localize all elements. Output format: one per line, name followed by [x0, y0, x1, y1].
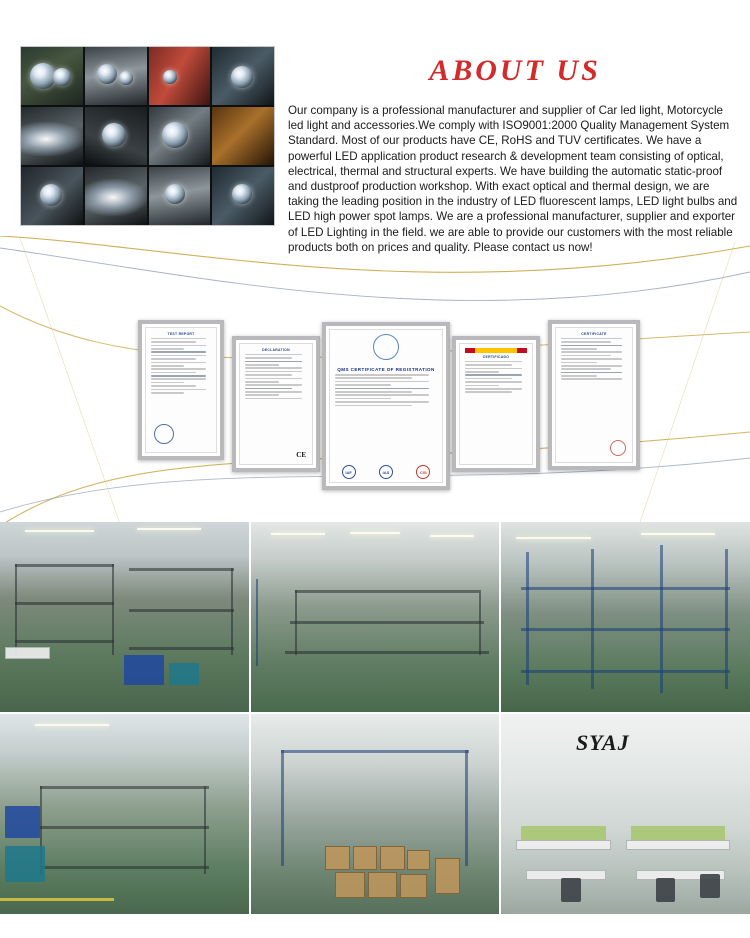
about-photo-collage [20, 46, 275, 226]
collage-grid [21, 47, 274, 225]
collage-cell [85, 47, 147, 105]
ce-mark-icon: CE [296, 451, 306, 459]
collage-cell [85, 107, 147, 165]
ias-badge-icon: IAS [379, 465, 393, 479]
spain-flag-icon [465, 348, 527, 353]
certificates-section [0, 300, 750, 518]
factory-gallery-row-1 [0, 522, 750, 712]
stamp-icon [154, 424, 174, 444]
csi-badge-icon: CSI [416, 465, 430, 479]
photo-office-area [501, 714, 750, 914]
collage-cell [149, 47, 211, 105]
collage-cell [149, 167, 211, 225]
accreditation-logos [330, 465, 442, 479]
certificate-header: TEST REPORT [167, 332, 195, 336]
certificate-item [452, 336, 540, 472]
certificate-item [138, 320, 224, 460]
certificate-title: QMS CERTIFICATE OF REGISTRATION [337, 367, 435, 372]
photo-aging-test-racks [501, 522, 750, 712]
collage-cell [212, 167, 274, 225]
certificate-header: DECLARATION [262, 348, 290, 352]
csi-seal-icon [610, 440, 626, 456]
company-logo: SYAJ [575, 730, 630, 755]
photo-workshop-trolley [0, 714, 249, 914]
certificate-item [232, 336, 320, 472]
collage-cell [85, 167, 147, 225]
certificate-header: CERTIFICADO [482, 355, 510, 359]
certificate-header: CERTIFICATE [581, 332, 607, 336]
about-section [0, 0, 750, 300]
collage-cell [149, 107, 211, 165]
globe-seal-icon [373, 334, 399, 360]
certificate-item [548, 320, 640, 470]
certificate-item [322, 322, 450, 490]
collage-cell [21, 107, 83, 165]
collage-cell [212, 107, 274, 165]
factory-gallery-row-2 [0, 714, 750, 914]
collage-cell [212, 47, 274, 105]
collage-cell [21, 47, 83, 105]
iaf-badge-icon: IAF [342, 465, 356, 479]
photo-assembly-shelves [0, 522, 249, 712]
photo-production-line [251, 522, 500, 712]
collage-cell [21, 167, 83, 225]
page-title: ABOUT US [429, 54, 601, 87]
about-body-text: Our company is a professional manufacturer and supplier of Car led light, Motorcycle led light and accessories.We comply with ISO9001:2000 Quality Management System Standard. Most of our products have CE, RoHS and TUV certificates. We have a powerful LED application product research & development team consisting of optical, electrical, thermal and structural experts. We have building the automatic static-proof and dustproof production workshop. With exact optical and thermal design, we are taking the leading position in the industry of LED fluorescent lamps, LED light bulbs and LED high power spot lamps. We are a professional manufacturer, supplier and exporter of LED Lighting in the field. we are able to provide our customers with the most reliable products both on prices and quality. Please contact us now! [288, 104, 738, 254]
photo-warehouse-cartons [251, 714, 500, 914]
